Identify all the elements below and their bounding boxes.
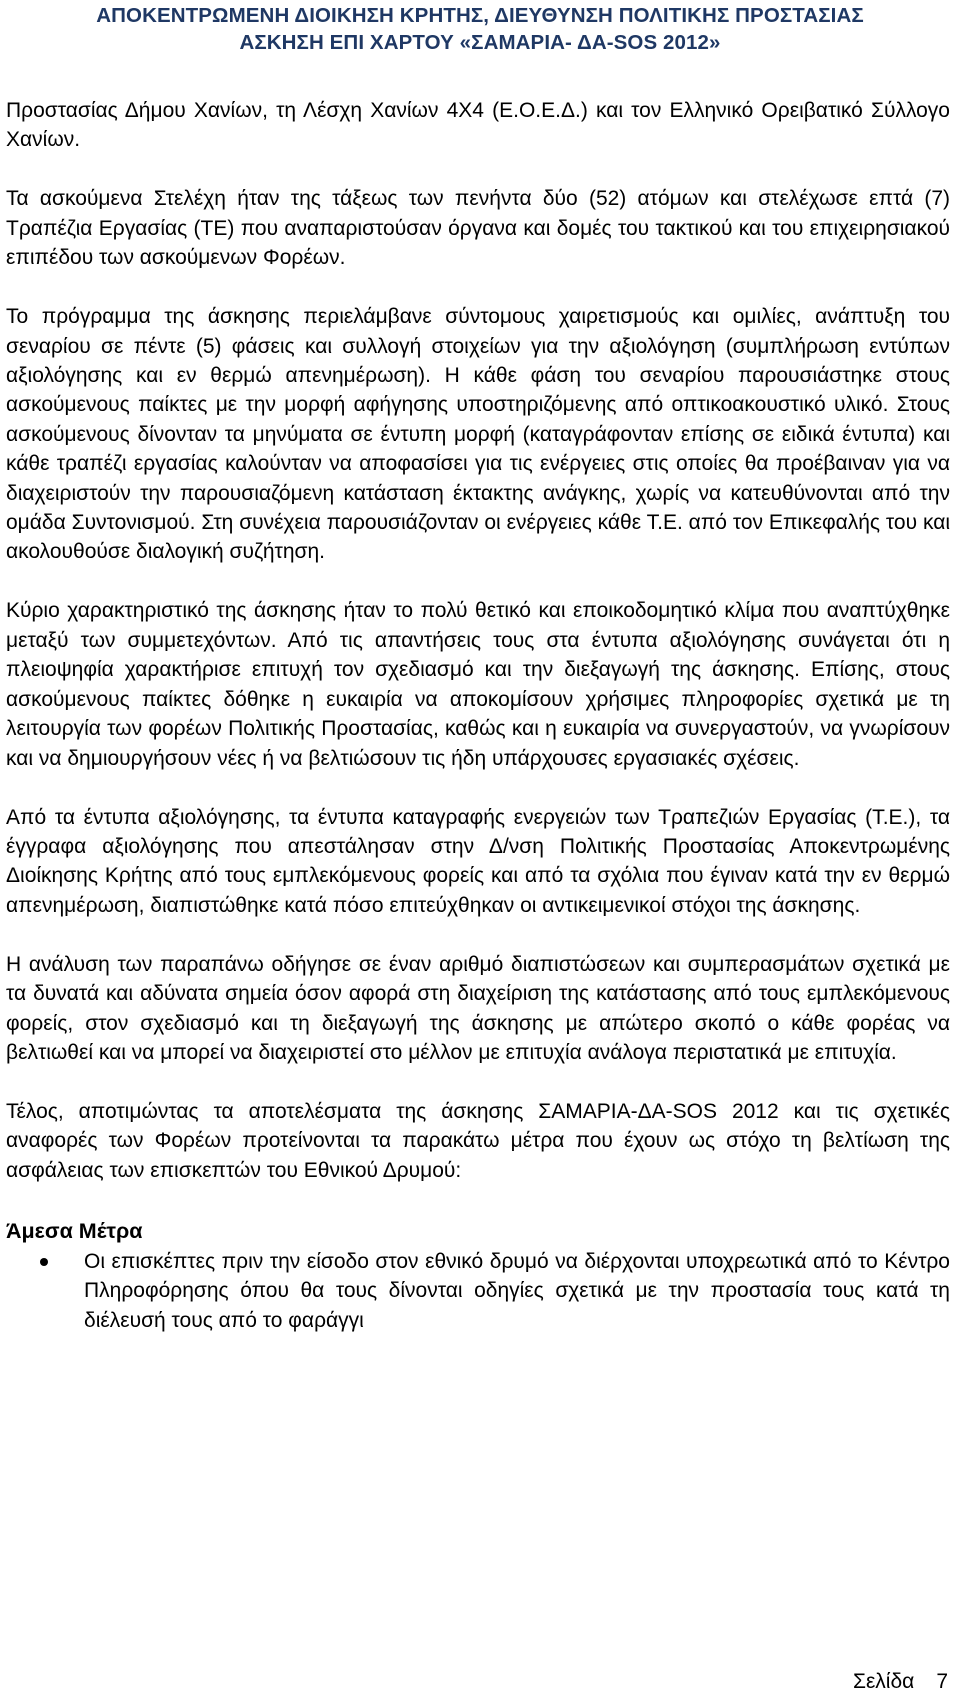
list-item-text: Οι επισκέπτες πριν την είσοδο στον εθνικό δρυμό να διέρχονται υποχρεωτικά από το Κέντρο Πληροφόρησης όπου θα τους δίνονται οδηγίες σχετικά με την προστασία τους κατά τη διέλευσή τους από το φαράγγι xyxy=(84,1249,950,1332)
page-footer xyxy=(853,1667,948,1697)
paragraph-evaluation: Από τα έντυπα αξιολόγησης, τα έντυπα καταγραφής ενεργειών των Τραπεζιών Εργασίας (Τ.Ε.), τα έγγραφα αξιολόγησης που απεστάλησαν στην Δ/νση Πολιτικής Προστασίας Αποκεντρωμένης Διοίκησης Κρήτης από τους εμπλεκόμενους φορείς και από τα σχόλια που έγιναν κατά την εν θερμώ απενημέρωση, διαπιστώθηκε κατά πόσο επιτεύχθηκαν οι αντικειμενικοί στόχοι της άσκησης. xyxy=(6,805,950,917)
page-label: Σελίδα xyxy=(852,1670,915,1693)
paragraph-program: Το πρόγραμμα της άσκησης περιελάμβανε σύντομους χαιρετισμούς και ομιλίες, ανάπτυξη του σεναρίου σε πέντε (5) φάσεις και συλλογή στοιχείων για την αξιολόγηση (συμπλήρωση εντύπων αξιολόγησης και εν θερμώ απενημέρωση). Η κάθε φάση του σεναρίου παρουσιάστηκε στους ασκούμενους παίκτες με την μορφή αφήγησης υποστηριζόμενης από οπτικοακουστικό υλικό. Στους ασκούμενους δίνονταν τα μηνύματα σε έντυπη μορφή (καταγράφονταν επίσης σε ειδικά έντυπα) και κάθε τραπέζι εργασίας καλούνταν να αποφασίσει για τις ενέργειες στις οποίες θα προέβαιναν για να διαχειριστούν την παρουσιαζόμενη κατάσταση έκτακτης ανάγκης, χωρίς να κατευθύνονται από την ομάδα Συντονισμού. Στη συνέχεια παρουσιάζονταν οι ενέργειες κάθε Τ.Ε. από τον Επικεφαλής του και ακολουθούσε διαλογική συζήτηση. xyxy=(6,305,950,564)
page-number: 7 xyxy=(936,1670,948,1693)
measures-list xyxy=(6,1247,950,1335)
paragraph-staff: Τα ασκούμενα Στελέχη ήταν της τάξεως των πενήντα δύο (52) ατόμων και στελέχωσε επτά (7) Τραπέζια Εργασίας (ΤΕ) που αναπαριστούσαν όργανα και δομές του τακτικού και του επιχειρησιακού επιπέδου των ασκούμενων Φορέων. xyxy=(6,187,950,270)
paragraph-climate: Κύριο χαρακτηριστικό της άσκησης ήταν το πολύ θετικό και εποικοδομητικό κλίμα που αναπτύχθηκε μεταξύ των συμμετεχόντων. Από τις απαντήσεις τους στα έντυπα αξιολόγησης συνάγεται ότι η πλειοψηφία χαρακτήρισε επιτυχή τον σχεδιασμό και την διεξαγωγή της άσκησης. Επίσης, στους ασκούμενους παίκτες δόθηκε η ευκαιρία να αποκομίσουν χρήσιμες πληροφορίες σχετικά με τη λειτουργία των φορέων Πολιτικής Προστασίας, καθώς και η ευκαιρία να συνεργαστούν, να γνωρίσουν και να δημιουργήσουν νέες ή να βελτιώσουν τις ήδη υπάρχουσες εργασιακές σχέσεις. xyxy=(6,599,950,770)
header-organization: ΑΠΟΚΕΝΤΡΩΜΕΝΗ ΔΙΟΙΚΗΣΗ ΚΡΗΤΗΣ, ΔΙΕΥΘΥΝΣΗ ΠΟΛΙΤΙΚΗΣ ΠΡΟΣΤΑΣΙΑΣ xyxy=(96,4,864,27)
page-header xyxy=(0,2,960,56)
list-item xyxy=(6,1247,950,1335)
bullet-icon xyxy=(40,1258,48,1266)
paragraph-analysis: Η ανάλυση των παραπάνω οδήγησε σε έναν αριθμό διαπιστώσεων και συμπερασμάτων σχετικά με τα δυνατά και αδύνατα σημεία όσον αφορά στη διαχείριση της κατάστασης από τους εμπλεκόμενους φορείς, στον σχεδιασμό και τη διεξαγωγή της άσκησης με απώτερο σκοπό ο κάθε φορέας να βελτιωθεί και να μπορεί να διαχειριστεί στο μέλλον με επιτυχία ανάλογα περιστατικά με επιτυχία. xyxy=(6,952,950,1064)
header-exercise-title: ΑΣΚΗΣΗ ΕΠΙ ΧΑΡΤΟΥ «ΣΑΜΑΡΙΑ- ΔΑ-SOS 2012» xyxy=(239,31,721,54)
paragraph-participants: Προστασίας Δήμου Χανίων, τη Λέσχη Χανίων 4Χ4 (Ε.Ο.Ε.Δ.) και τον Ελληνικό Ορειβατικό Σύλλογο Χανίων. xyxy=(6,99,950,152)
section-heading-immediate-measures: Άμεσα Μέτρα xyxy=(6,1218,143,1243)
paragraph-measures-intro: Τέλος, αποτιμώντας τα αποτελέσματα της άσκησης ΣΑΜΑΡΙΑ-ΔΑ-SOS 2012 και τις σχετικές αναφορές των Φορέων προτείνονται τα παρακάτω μέτρα που έχουν ως στόχο τη βελτίωση της ασφάλειας των επισκεπτών του Εθνικού Δρυμού: xyxy=(6,1099,950,1182)
document-body xyxy=(6,96,950,1335)
